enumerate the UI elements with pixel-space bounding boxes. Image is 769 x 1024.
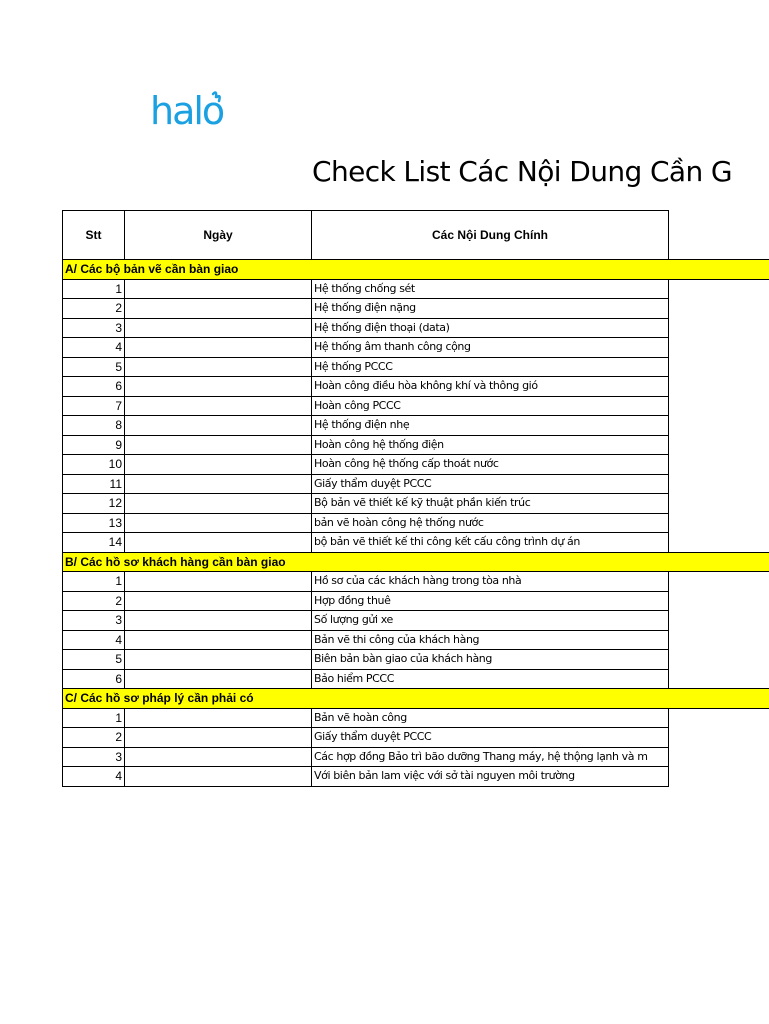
row-date-cell[interactable] (125, 435, 312, 455)
row-blank-cell (669, 533, 769, 553)
table-row (63, 279, 769, 299)
row-number: 9 (63, 435, 125, 455)
checklist-body (63, 260, 769, 787)
section-header-row (63, 689, 769, 709)
row-number: 12 (63, 494, 125, 514)
row-date-cell[interactable] (125, 767, 312, 787)
row-content: Hợp đồng thuê (312, 591, 669, 611)
row-blank-cell (669, 611, 769, 631)
row-blank-cell (669, 377, 769, 397)
table-row (63, 474, 769, 494)
row-content: Hệ thống âm thanh công cộng (312, 338, 669, 358)
row-number: 3 (63, 747, 125, 767)
row-date-cell[interactable] (125, 455, 312, 475)
section-title: A/ Các bộ bản vẽ cần bàn giao (63, 260, 769, 280)
table-row (63, 591, 769, 611)
halo-logo (150, 88, 240, 132)
row-blank-cell (669, 572, 769, 592)
table-row (63, 416, 769, 436)
row-date-cell[interactable] (125, 708, 312, 728)
table-row (63, 494, 769, 514)
row-content: Hoàn công hệ thống điện (312, 435, 669, 455)
row-date-cell[interactable] (125, 572, 312, 592)
row-content: Bản vẽ hoàn công (312, 708, 669, 728)
row-blank-cell (669, 669, 769, 689)
row-date-cell[interactable] (125, 318, 312, 338)
section-header-row (63, 552, 769, 572)
checklist-table (62, 210, 769, 787)
row-blank-cell (669, 416, 769, 436)
table-row (63, 767, 769, 787)
row-number: 4 (63, 630, 125, 650)
row-date-cell[interactable] (125, 650, 312, 670)
row-content: Hệ thống điện thoại (data) (312, 318, 669, 338)
row-blank-cell (669, 396, 769, 416)
table-row (63, 728, 769, 748)
table-row (63, 318, 769, 338)
row-number: 2 (63, 299, 125, 319)
row-number: 3 (63, 611, 125, 631)
header-stt: Stt (63, 211, 125, 260)
row-number: 1 (63, 708, 125, 728)
halo-logo-text: halo (150, 89, 224, 133)
row-content: Hệ thống PCCC (312, 357, 669, 377)
row-content: bộ bản vẽ thiết kế thi công kết cấu công trình dự án (312, 533, 669, 553)
table-row (63, 357, 769, 377)
table-row (63, 377, 769, 397)
row-date-cell[interactable] (125, 611, 312, 631)
row-content: Hoàn công hệ thống cấp thoát nước (312, 455, 669, 475)
row-content: Bản vẽ thi công của khách hàng (312, 630, 669, 650)
row-date-cell[interactable] (125, 591, 312, 611)
row-date-cell[interactable] (125, 416, 312, 436)
row-content: Bảo hiểm PCCC (312, 669, 669, 689)
table-row (63, 435, 769, 455)
row-blank-cell (669, 650, 769, 670)
row-content: Giấy thẩm duyệt PCCC (312, 728, 669, 748)
row-number: 6 (63, 669, 125, 689)
row-number: 5 (63, 357, 125, 377)
row-date-cell[interactable] (125, 630, 312, 650)
row-number: 2 (63, 591, 125, 611)
table-row (63, 513, 769, 533)
row-content: Bộ bản vẽ thiết kế kỹ thuật phần kiến trúc (312, 494, 669, 514)
table-row (63, 396, 769, 416)
row-blank-cell (669, 708, 769, 728)
row-blank-cell (669, 357, 769, 377)
row-content: Các hợp đồng Bảo trì bão dưỡng Thang máy, hệ thộng lạnh và m (312, 747, 669, 767)
row-number: 8 (63, 416, 125, 436)
row-blank-cell (669, 279, 769, 299)
table-row (63, 669, 769, 689)
row-date-cell[interactable] (125, 669, 312, 689)
row-date-cell[interactable] (125, 747, 312, 767)
row-number: 4 (63, 767, 125, 787)
row-number: 14 (63, 533, 125, 553)
row-blank-cell (669, 474, 769, 494)
row-blank-cell (669, 747, 769, 767)
section-title: B/ Các hồ sơ khách hàng cần bàn giao (63, 552, 769, 572)
row-content: Hệ thống điện nặng (312, 299, 669, 319)
row-date-cell[interactable] (125, 513, 312, 533)
row-content: Hệ thống điện nhẹ (312, 416, 669, 436)
row-date-cell[interactable] (125, 338, 312, 358)
row-date-cell[interactable] (125, 474, 312, 494)
header-row (63, 211, 769, 260)
row-number: 4 (63, 338, 125, 358)
table-row (63, 338, 769, 358)
table-row (63, 533, 769, 553)
row-number: 13 (63, 513, 125, 533)
row-blank-cell (669, 455, 769, 475)
row-number: 1 (63, 572, 125, 592)
row-date-cell[interactable] (125, 299, 312, 319)
table-row (63, 650, 769, 670)
row-blank-cell (669, 591, 769, 611)
row-number: 11 (63, 474, 125, 494)
row-content: Số lượng gửi xe (312, 611, 669, 631)
section-header-row (63, 260, 769, 280)
header-blank-cell (669, 211, 769, 260)
row-content: Hệ thống chống sét (312, 279, 669, 299)
row-number: 10 (63, 455, 125, 475)
row-blank-cell (669, 338, 769, 358)
row-blank-cell (669, 767, 769, 787)
row-date-cell[interactable] (125, 377, 312, 397)
row-number: 5 (63, 650, 125, 670)
row-number: 7 (63, 396, 125, 416)
table-row (63, 455, 769, 475)
row-content: Với biên bản lam việc với sở tài nguyen môi trường (312, 767, 669, 787)
row-date-cell[interactable] (125, 396, 312, 416)
row-content: bản vẽ hoàn công hệ thống nước (312, 513, 669, 533)
row-date-cell[interactable] (125, 279, 312, 299)
row-number: 1 (63, 279, 125, 299)
table-row (63, 708, 769, 728)
row-blank-cell (669, 318, 769, 338)
row-blank-cell (669, 728, 769, 748)
row-date-cell[interactable] (125, 494, 312, 514)
row-date-cell[interactable] (125, 533, 312, 553)
row-number: 6 (63, 377, 125, 397)
header-content: Các Nội Dung Chính (312, 211, 669, 260)
row-blank-cell (669, 494, 769, 514)
row-content: Hoàn công PCCC (312, 396, 669, 416)
header-date: Ngày (125, 211, 312, 260)
page-title: Check List Các Nội Dung Cần G (312, 155, 733, 188)
section-title: C/ Các hồ sơ pháp lý cần phải có (63, 689, 769, 709)
row-content: Hồ sơ của các khách hàng trong tòa nhà (312, 572, 669, 592)
row-date-cell[interactable] (125, 728, 312, 748)
table-row (63, 299, 769, 319)
row-blank-cell (669, 299, 769, 319)
row-content: Biên bản bàn giao của khách hàng (312, 650, 669, 670)
table-row (63, 747, 769, 767)
row-number: 2 (63, 728, 125, 748)
row-blank-cell (669, 435, 769, 455)
table-row (63, 630, 769, 650)
row-content: Hoàn công điều hòa không khí và thông gió (312, 377, 669, 397)
row-blank-cell (669, 630, 769, 650)
row-date-cell[interactable] (125, 357, 312, 377)
row-blank-cell (669, 513, 769, 533)
row-number: 3 (63, 318, 125, 338)
table-row (63, 611, 769, 631)
row-content: Giấy thẩm duyệt PCCC (312, 474, 669, 494)
table-row (63, 572, 769, 592)
